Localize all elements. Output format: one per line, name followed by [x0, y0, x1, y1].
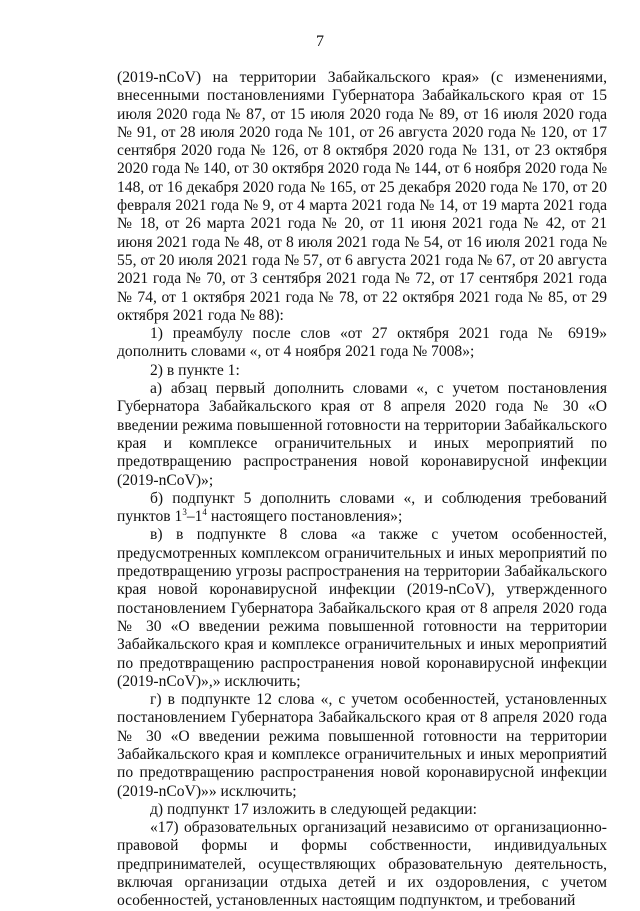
quoted-subitem-17-paragraph: «17) образовательных организаций независимо от организационно-правовой формы и формы собственности, индивидуальных предпринимателей, осуществляющих образовательную деятельность, включая организации отдыха детей и их оздоровления, с учетом особенностей, установленных настоящим подпунктом, и требований: [117, 819, 607, 910]
item-1-paragraph: 1) преамбулу после слов «от 27 октября 2021 года № 6919» дополнить словами «, от 4 ноября 2021 года № 7008»;: [117, 325, 607, 361]
subitem-a-paragraph: а) абзац первый дополнить словами «, с учетом постановления Губернатора Забайкальского края от 8 апреля 2020 года № 30 «О введении режима повышенной готовности на территории Забайкальского края и комплексе ограничительных и иных мероприятий по предотвращению распространения новой коронавирусной инфекции (2019-nCoV)»;: [117, 380, 607, 489]
superscript-3: 3: [182, 507, 187, 518]
subitem-g-paragraph: г) в подпункте 12 слова «, с учетом особенностей, установленных постановлением Губернатора Забайкальского края от 8 апреля 2020 года № 30 «О введении режима повышенной готовности на территории Забайкальского края и комплексе ограничительных и иных мероприятий по предотвращению распространения новой коронавирусной инфекции (2019-nCoV)»» исключить;: [117, 691, 607, 800]
page-number: 7: [316, 33, 324, 50]
subitem-v-paragraph: в) в подпункте 8 слова «а также с учетом особенностей, предусмотренных комплексом ограничительных и иных мероприятий по предотвращению угрозы распространения на территории Забайкальского края новой коронавирусной инфекции (2019-nCoV), утвержденного постановлением Губернатора Забайкальского края от 8 апреля 2020 года № 30 «О введении режима повышенной готовности на территории Забайкальского края и комплексе ограничительных и иных мероприятий по предотвращению распространения новой коронавирусной инфекции (2019-nCoV)»,» исключить;: [117, 526, 607, 690]
subitem-b-text-start: б) подпункт 5 дополнить словами «, и соблюдения требований пунктов 1: [117, 489, 607, 526]
superscript-4: 4: [202, 507, 207, 518]
subitem-b-paragraph: [117, 490, 607, 527]
intro-paragraph: (2019-nCoV) на территории Забайкальского края» (с изменениями, внесенными постановлениями Губернатора Забайкальского края от 15 июля 2020 года № 87, от 15 июля 2020 года № 89, от 16 июля 2020 года № 91, от 28 июля 2020 года № 101, от 26 августа 2020 года № 120, от 17 сентября 2020 года № 126, от 8 октября 2020 года № 131, от 23 октября 2020 года № 140, от 30 октября 2020 года № 144, от 6 ноября 2020 года № 148, от 16 декабря 2020 года № 165, от 25 декабря 2020 года № 170, от 20 февраля 2021 года № 9, от 4 марта 2021 года № 14, от 19 марта 2021 года № 18, от 26 марта 2021 года № 20, от 11 июня 2021 года № 42, от 21 июня 2021 года № 48, от 8 июля 2021 года № 54, от 16 июля 2021 года № 55, от 20 июля 2021 года № 57, от 6 августа 2021 года № 67, от 20 августа 2021 года № 70, от 3 сентября 2021 года № 72, от 17 сентября 2021 года № 74, от 1 октября 2021 года № 78, от 22 октября 2021 года № 85, от 29 октября 2021 года № 88):: [117, 69, 607, 324]
document-body: [117, 69, 607, 911]
subitem-b-text-end: настоящего постановления»;: [206, 508, 403, 526]
item-2-paragraph: 2) в пункте 1:: [150, 361, 240, 379]
subitem-d-paragraph: д) подпункт 17 изложить в следующей редакции:: [150, 800, 477, 818]
subitem-b-text-dash: –1: [186, 508, 203, 526]
